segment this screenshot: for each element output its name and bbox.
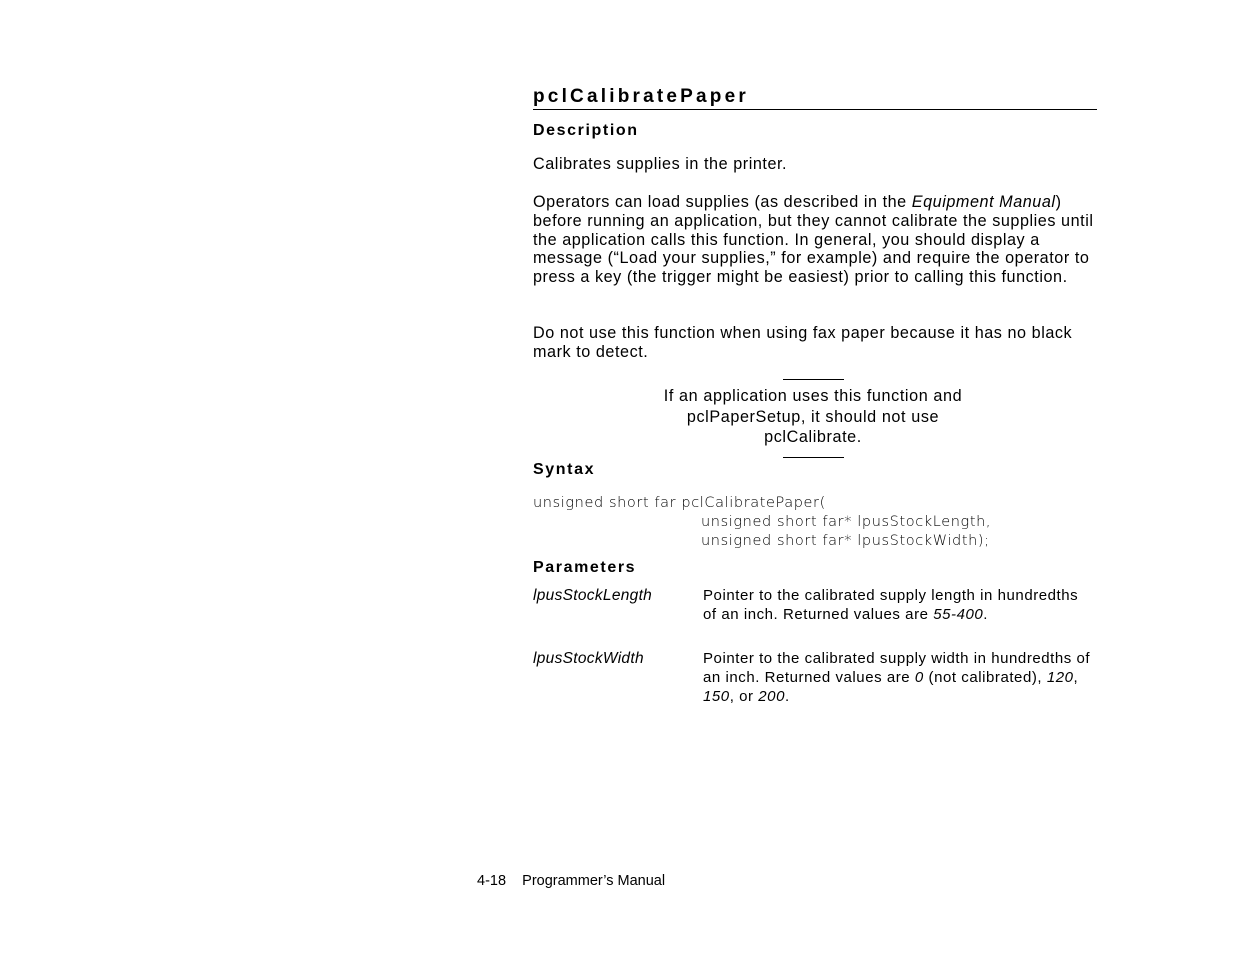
paragraph-1-text-a: Operators can load supplies (as described in the: [533, 193, 912, 211]
param-value: 200: [758, 687, 785, 705]
param-value: 0: [914, 668, 924, 686]
param-desc-stock-width: [703, 650, 1093, 706]
syntax-line-1: unsigned short far pclCalibratePaper(: [533, 495, 826, 511]
param-desc-sep: (not calibrated),: [923, 668, 1047, 686]
param-desc-sep: , or: [729, 687, 759, 705]
page-footer: [477, 873, 665, 889]
description-paragraph-1: [533, 193, 1099, 287]
note-line-2: pclPaperSetup, it should not use: [686, 407, 940, 426]
syntax-line-3: unsigned short far* lpusStockWidth);: [701, 533, 990, 549]
param-value: 150: [703, 687, 730, 705]
param-name-stock-width: lpusStockWidth: [533, 650, 644, 667]
note-bottom-rule: [783, 457, 844, 458]
equipment-manual-reference: Equipment Manual: [911, 193, 1056, 211]
param-desc-end: .: [983, 605, 988, 623]
param-value: 55-400: [933, 605, 984, 623]
param-name-stock-length: lpusStockLength: [533, 587, 653, 604]
description-summary: Calibrates supplies in the printer.: [533, 155, 788, 173]
syntax-heading: Syntax: [533, 461, 596, 478]
description-paragraph-2: Do not use this function when using fax paper because it has no black mark to detect.: [533, 324, 1073, 361]
page-number: 4-18: [477, 873, 507, 889]
syntax-line-2: unsigned short far* lpusStockLength,: [701, 514, 992, 530]
param-desc-stock-length: [703, 587, 1093, 625]
note-top-rule: [783, 379, 844, 380]
description-heading: Description: [533, 122, 639, 139]
manual-title: Programmer’s Manual: [522, 873, 666, 889]
function-title: pclCalibratePaper: [533, 86, 1097, 110]
param-desc-text: Pointer to the calibrated supply length in hundredths of an inch. Returned values are: [703, 587, 1079, 623]
paragraph-1-text-b: ) before running an application, but they cannot calibrate the supplies until the application calls this function. In general, you should display a message (“Load your supplies,” for example) and require the operator to press a key (the trigger might be easiest) prior to calling this function.: [533, 193, 1094, 287]
note-line-1: If an application uses this function and: [663, 387, 963, 405]
note-line-3: pclCalibrate.: [764, 428, 862, 447]
note-box: [613, 386, 1013, 448]
param-desc-text: Pointer to the calibrated supply width in hundredths of an inch. Returned values are: [703, 650, 1091, 686]
param-value: 120: [1046, 668, 1074, 686]
param-desc-sep: ,: [1073, 668, 1079, 686]
parameters-heading: Parameters: [533, 559, 637, 576]
param-desc-end: .: [784, 687, 790, 705]
